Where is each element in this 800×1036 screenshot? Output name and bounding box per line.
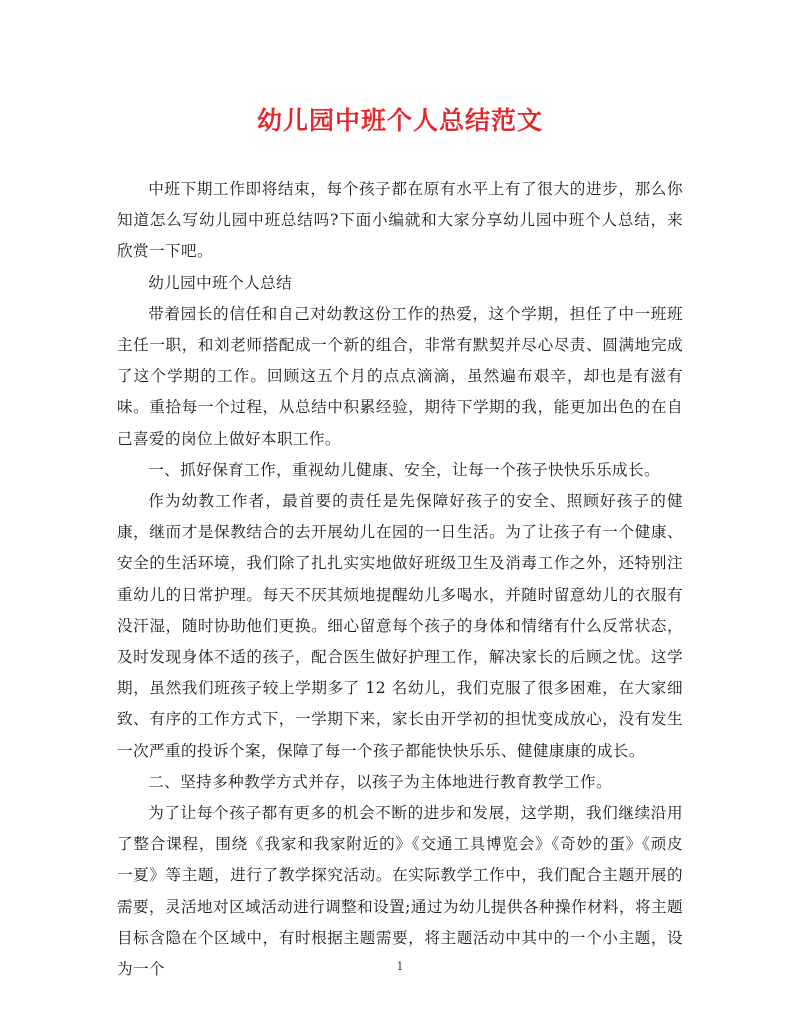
paragraph-intro: 中班下期工作即将结束，每个孩子都在原有水平上有了很大的进步，那么你知道怎么写幼儿园中班总结吗?下面小编就和大家分享幼儿园中班个人总结，来欣赏一下吧。 <box>117 180 683 261</box>
section-heading: 幼儿园中班个人总结 <box>148 273 293 292</box>
paragraph: 带着园长的信任和自己对幼教这份工作的热爱，这个学期，担任了中一班班主任一职，和刘老师搭配成一个新的组合，非常有默契并尽心尽责、圆满地完成了这个学期的工作。回顾这五个月的点点滴滴，虽然遍布艰辛，却也是有滋有味。重拾每一个过程，从总结中积累经验，期待下学期的我，能更加出色的在自己喜爱的岗位上做好本职工作。 <box>117 304 683 448</box>
section-heading-1: 一、抓好保育工作，重视幼儿健康、安全，让每一个孩子快快乐乐成长。 <box>148 460 660 479</box>
section-heading-2: 二、坚持多种教学方式并存，以孩子为主体地进行教育教学工作。 <box>148 772 613 791</box>
paragraph: 为了让每个孩子都有更多的机会不断的进步和发展，这学期，我们继续沿用了整合课程，围绕《我家和我家附近的》《交通工具博览会》《奇妙的蛋》《顽皮一夏》等主题，进行了教学探究活动。在实际教学工作中，我们配合主题开展的需要，灵活地对区域活动进行调整和设置;通过为幼儿提供各种操作材料，将主题目标含隐在个区域中，有时根据主题需要，将主题活动中其中的一个小主题，设为一个 <box>117 804 683 979</box>
paragraph: 作为幼教工作者，最首要的责任是先保障好孩子的安全、照顾好孩子的健康，继而才是保教结合的去开展幼儿在园的一日生活。为了让孩子有一个健康、安全的生活环境，我们除了扎扎实实地做好班级卫生及消毒工作之外，还特别注重幼儿的日常护理。每天不厌其烦地提醒幼儿多喝水，并随时留意幼儿的衣服有没汗湿，随时协助他们更换。细心留意每个孩子的身体和情绪有什么反常状态，及时发现身体不适的孩子，配合医生做好护理工作，解决家长的后顾之忧。这学期，虽然我们班孩子较上学期多了 12 名幼儿，我们克服了很多困难，在大家细致、有序的工作方式下，一学期下来，家长由开学初的担忧变成放心，没有发生一次严重的投诉个案，保障了每一个孩子都能快快乐乐、健健康康的成长。 <box>117 492 683 760</box>
page-number: 1 <box>396 960 404 973</box>
document-body <box>117 174 683 985</box>
document-title: 幼儿园中班个人总结范文 <box>256 106 543 135</box>
